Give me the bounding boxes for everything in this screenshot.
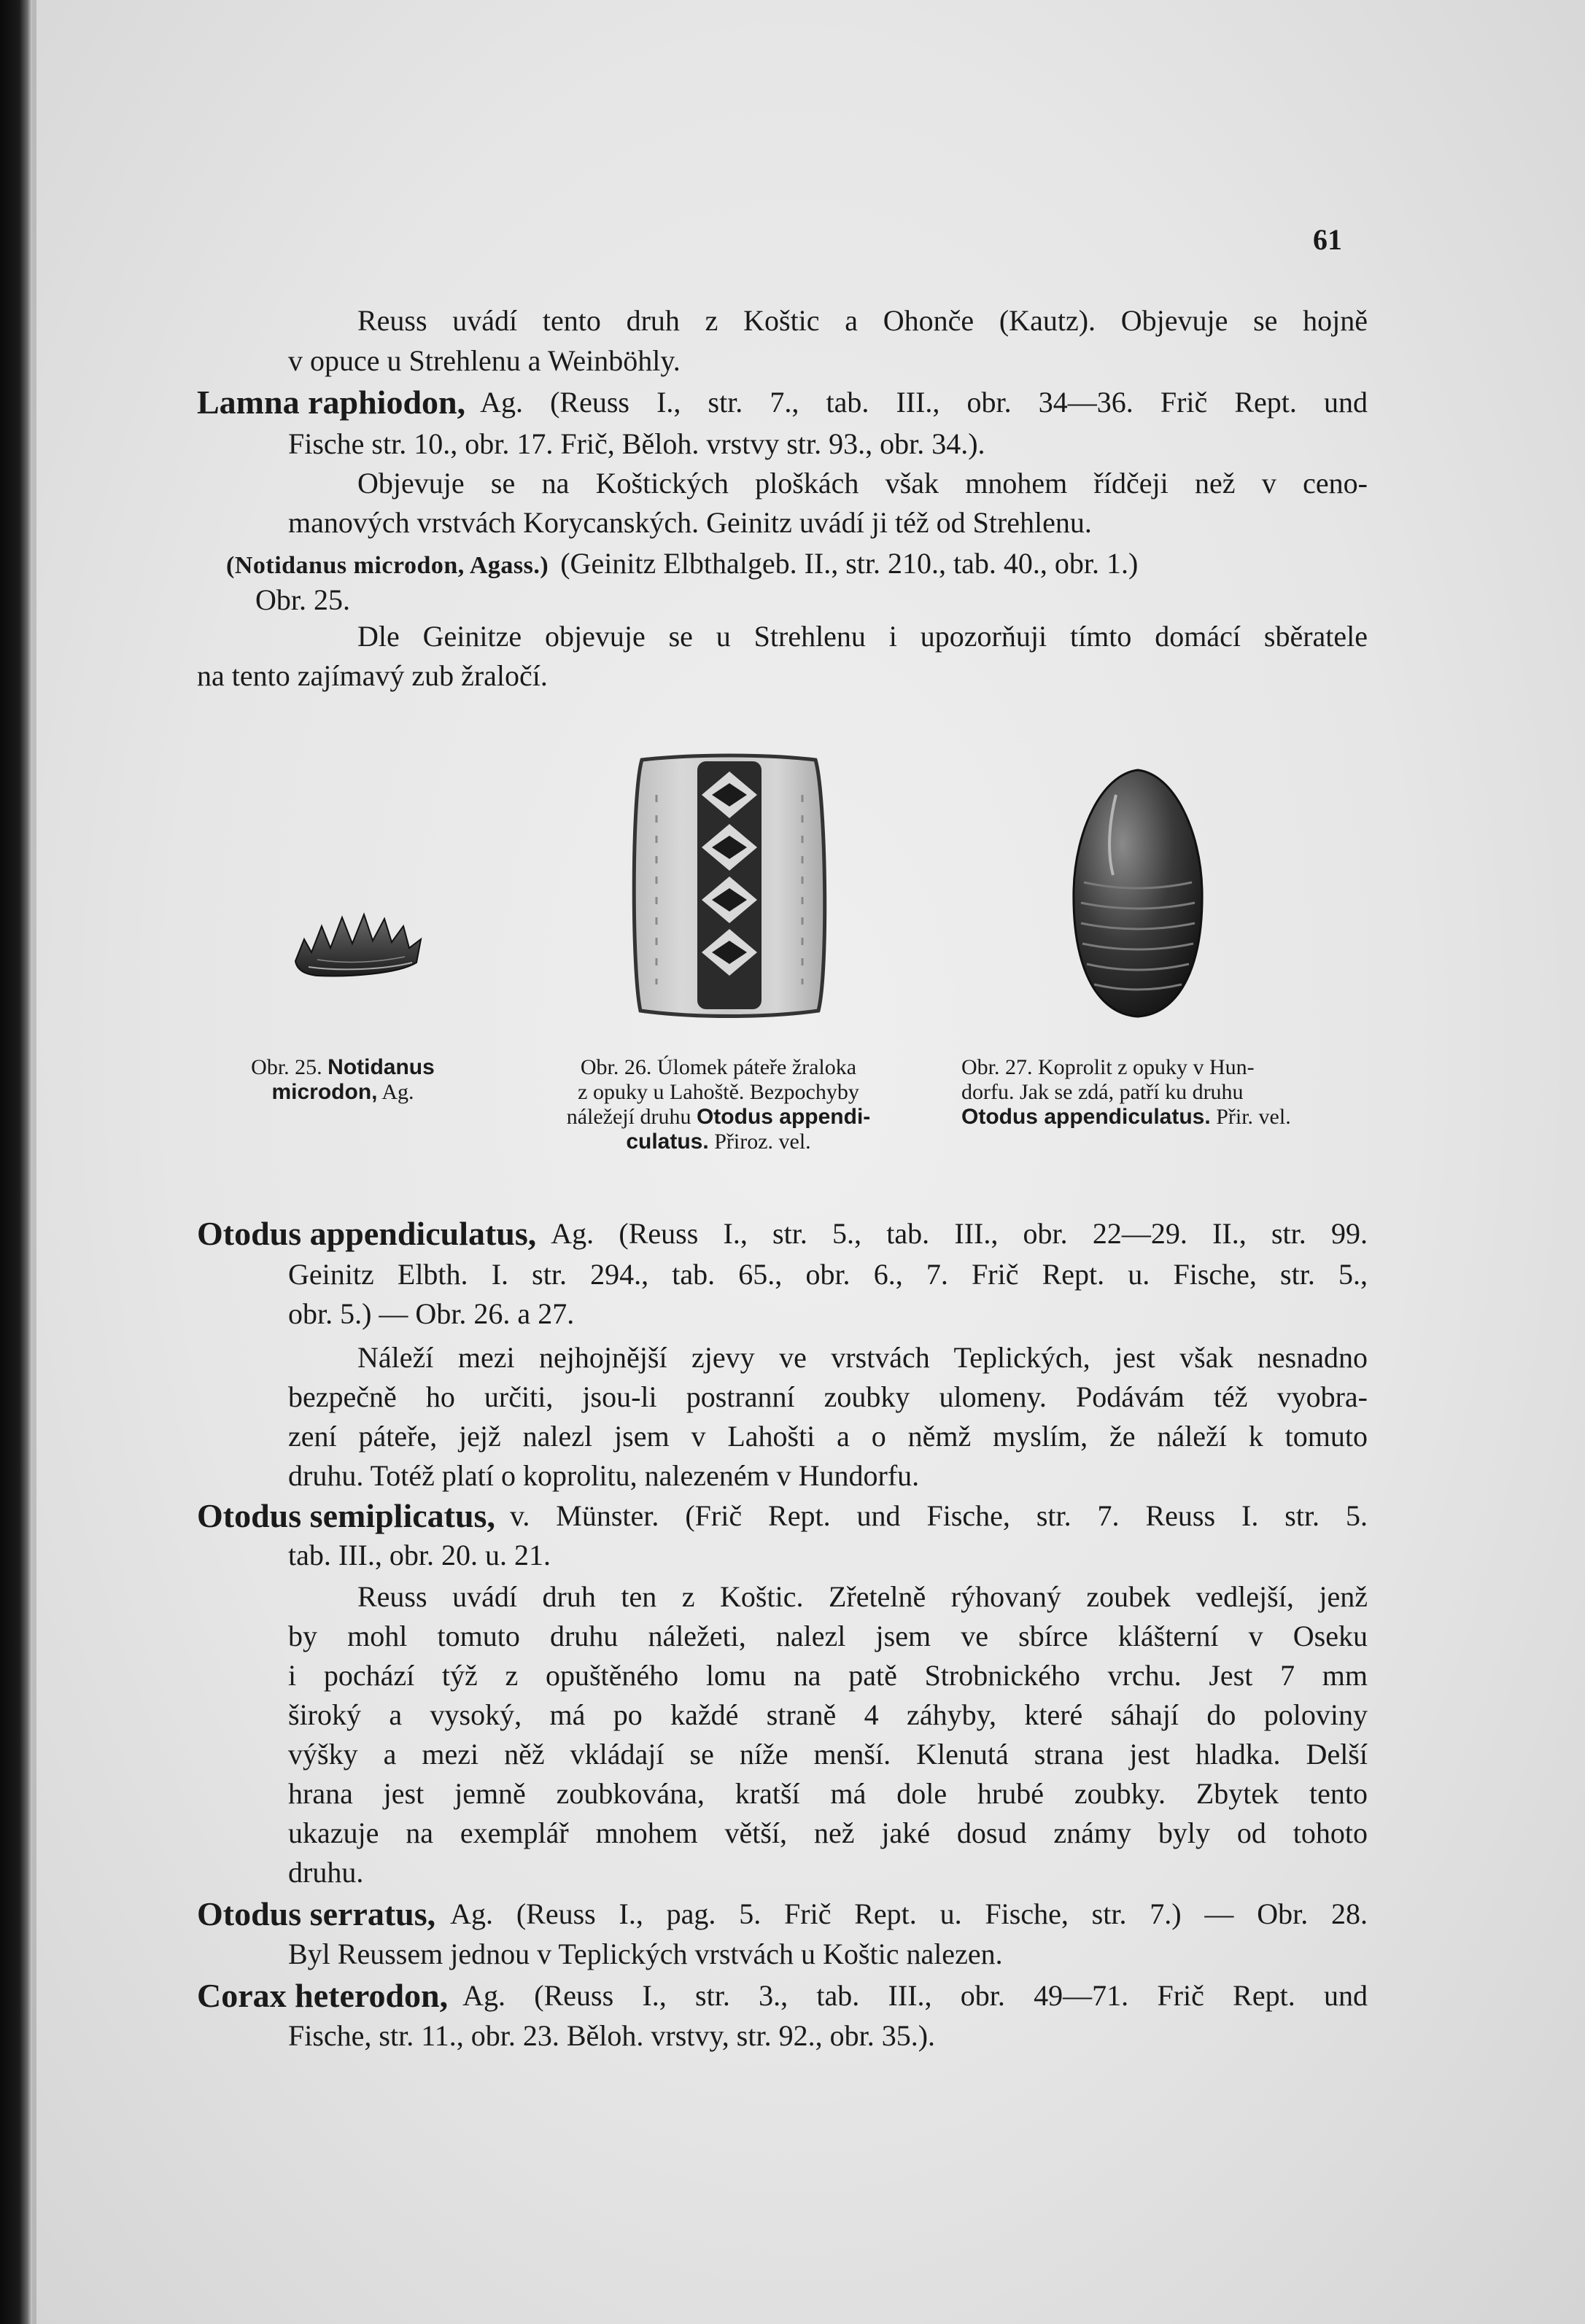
shark-tooth-icon: [288, 904, 427, 984]
text-line: tab. III., obr. 20. u. 21.: [288, 1539, 551, 1571]
species-name: (Notidanus microdon, Agass.): [226, 552, 549, 579]
figure-26-caption: Obr. 26. Úlomek páteře žraloka z opuky u Lahoště. Bezpochyby náležejí druhu Otodus appendi- culatus. Přiroz. vel.: [566, 1055, 871, 1154]
species-reference: Ag. (Reuss I., pag. 5. Frič Rept. u. Fische, str. 7.) — Obr. 28.: [450, 1897, 1368, 1930]
text-line: zení páteře, jejž nalezl jsem v Lahošti a o němž myslím, že náleží k tomuto: [288, 1420, 1368, 1453]
text-line: hrana jest jemně zoubkována, kratší má dole hrubé zoubky. Zbytek tento: [288, 1777, 1368, 1810]
text-line: na tento zajímavý zub žraločí.: [197, 659, 548, 692]
text-line: Dle Geinitze objevuje se u Strehlenu i upozorňuji tímto domácí sběratele: [357, 620, 1368, 653]
text-line: Byl Reussem jednou v Teplických vrstvách u Koštic nalezen.: [288, 1938, 1003, 1970]
text-line: široký a vysoký, má po každé straně 4 záhyby, které sáhají do poloviny: [288, 1698, 1368, 1731]
text-line: obr. 5.) — Obr. 26. a 27.: [288, 1297, 575, 1330]
text-line: výšky a mezi něž vkládají se níže menší. Klenutá strana jest hladka. Delší: [288, 1738, 1368, 1771]
page-number: 61: [1313, 223, 1342, 256]
species-name: Otodus serratus,: [197, 1895, 436, 1932]
entry-corax-heterodon: [197, 1976, 1368, 2016]
species-reference: (Geinitz Elbthalgeb. II., str. 210., tab. 40., obr. 1.): [560, 547, 1139, 580]
vertebra-fragment-icon: [627, 751, 832, 1021]
species-name: Corax heterodon,: [197, 1977, 449, 2014]
text-line: druhu.: [288, 1856, 364, 1889]
species-reference: Ag. (Reuss I., str. 5., tab. III., obr. 22—29. II., str. 99.: [551, 1217, 1368, 1250]
species-name: Otodus appendiculatus,: [197, 1215, 537, 1252]
text-line: bezpečně ho určiti, jsou-li postranní zoubky ulomeny. Podávám též vyobra-: [288, 1380, 1368, 1413]
text-line: Objevuje se na Koštických ploškách však mnohem řídčeji než v ceno-: [357, 467, 1368, 500]
species-name: Lamna raphiodon,: [197, 384, 466, 421]
text-line: by mohl tomuto druhu náležeti, nalezl jsem ve sbírce klášterní v Oseku: [288, 1620, 1368, 1652]
entry-lamna-raphiodon: [197, 383, 1368, 422]
species-reference: Ag. (Reuss I., str. 3., tab. III., obr. 49—71. Frič Rept. und: [462, 1979, 1368, 2012]
species-reference: Ag. (Reuss I., str. 7., tab. III., obr. 34—36. Frič Rept. und: [480, 386, 1368, 419]
text-line: Geinitz Elbth. I. str. 294., tab. 65., obr. 6., 7. Frič Rept. u. Fische, str. 5.,: [288, 1258, 1368, 1291]
coprolite-icon: [1065, 766, 1211, 1021]
figure-27-caption: Obr. 27. Koprolit z opuky v Hun- dorfu. Jak se zdá, patří ku druhu Otodus appendiculatus. Přir. vel.: [961, 1055, 1291, 1129]
entry-otodus-semiplicatus: [197, 1496, 1368, 1536]
scan-binding-edge: [0, 0, 32, 2324]
figure-25-caption: Obr. 25. Notidanus microdon, Ag.: [251, 1055, 435, 1104]
text-line: Fische str. 10., obr. 17. Frič, Běloh. vrstvy str. 93., obr. 34.).: [288, 427, 985, 460]
species-reference: v. Münster. (Frič Rept. und Fische, str. 7. Reuss I. str. 5.: [509, 1499, 1368, 1532]
text-line: druhu. Totéž platí o koprolitu, nalezeném v Hundorfu.: [288, 1459, 920, 1492]
text-line: manových vrstvách Korycanských. Geinitz uvádí ji též od Strehlenu.: [288, 506, 1092, 539]
text-line: Reuss uvádí druh ten z Koštic. Zřetelně rýhovaný zoubek vedlejší, jenž: [357, 1580, 1368, 1613]
text-line: Reuss uvádí tento druh z Koštic a Ohonče (Kautz). Objevuje se hojně: [357, 304, 1368, 337]
entry-otodus-appendiculatus: [197, 1214, 1368, 1254]
text-line: Fische, str. 11., obr. 23. Běloh. vrstvy, str. 92., obr. 35.).: [288, 2019, 936, 2052]
text-line: i pochází týž z opuštěného lomu na patě Strobnického vrchu. Jest 7 mm: [288, 1659, 1368, 1692]
entry-notidanus-microdon: [226, 544, 1138, 586]
entry-otodus-serratus: [197, 1894, 1368, 1934]
text-line: Obr. 25.: [255, 583, 350, 616]
text-line: v opuce u Strehlenu a Weinböhly.: [288, 344, 681, 377]
text-line: Náleží mezi nejhojnější zjevy ve vrstvách Teplických, jest však nesnadno: [357, 1341, 1368, 1374]
text-line: ukazuje na exemplář mnohem větší, než jaké dosud známy byly od tohoto: [288, 1816, 1368, 1849]
species-name: Otodus semiplicatus,: [197, 1497, 495, 1534]
